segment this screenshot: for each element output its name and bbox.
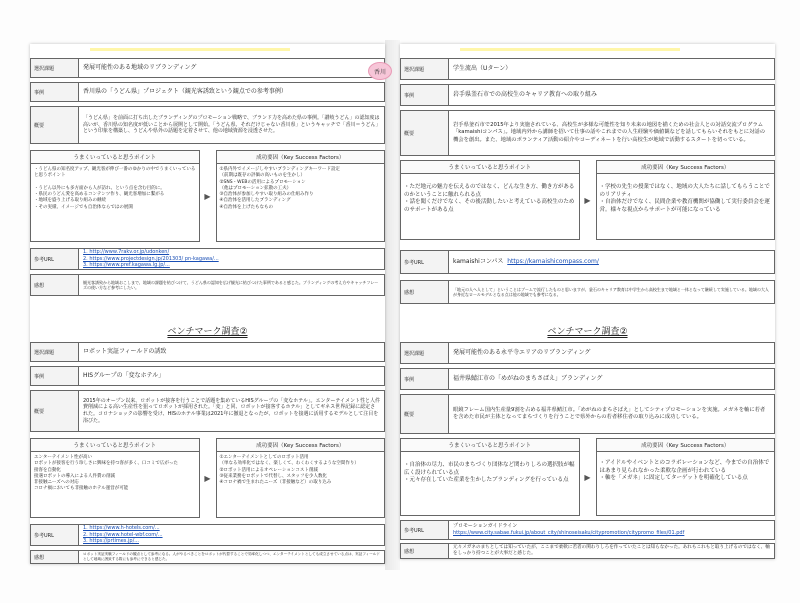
url-row bbox=[400, 250, 775, 274]
summary-value: 眼鏡フレーム国内生産量9割を占める福井県鯖江市。「めがねのまちさばえ」としてシティプロモーションを実施。メガネを軸に若者を含めた市民が主体となってまちづくりを行うことで県外からの若者移住者の取り込みに成功している。 bbox=[453, 406, 766, 420]
points-body: ・うどん県の知名度アップ、観光客が伸び一番のゆかりの中でうまくいっていると思うポイント ・うどん以外にも多方面から人が訪れ、という点を含む目的に。 ・県民のうどん愛を高めるコンテンツ作り、観光客増加に繋がる ・地域を盛り上げる取り組みの継続 ・その実績、イメージでも自治体ならではの展開 bbox=[34, 167, 196, 210]
impression-value: ロボット実証実験フィールドの観点として参考になる。人がやるべきことをロボットが代替することで効率化しつつ、エンターテイメントとしても成立させている点は、実証フィールドとして地域に誘致する際にも参考にできると感じた。 bbox=[83, 552, 380, 561]
points-box bbox=[400, 438, 580, 516]
topic-value: ロボット実証フィールドの誘致 bbox=[83, 347, 167, 355]
highlight-mark bbox=[90, 48, 290, 51]
arrow-icon: ▶ bbox=[584, 195, 591, 205]
section-title: ベンチマーク調査② bbox=[167, 327, 248, 337]
impression-header: 感想 bbox=[401, 544, 449, 558]
topic-row bbox=[400, 58, 775, 80]
url-header: 参考URL bbox=[401, 521, 449, 539]
summary-row bbox=[30, 390, 385, 432]
summary-value: 「うどん県」を前面に打ち出したブランディングのプロモーション戦略で、ブランド力を高めた県の事例。「讃岐うどん」の認知度は高いが、香川県の知名度が低いことから展開として開始。「うどん県、それだけじゃない香川県」というキャッチで「香川＝うどん」という印象を構築し、うどんや県外の話題を定着させて、他の地域資源を浸透させた。 bbox=[83, 114, 380, 135]
url-value bbox=[449, 521, 774, 539]
url-row bbox=[30, 248, 385, 270]
topic-row bbox=[30, 342, 385, 362]
points-factors bbox=[30, 438, 385, 518]
url-label: kamaishiコンパス bbox=[453, 257, 504, 265]
points-factors bbox=[400, 438, 775, 516]
summary-header: 概要 bbox=[31, 107, 79, 143]
topic-row bbox=[30, 58, 385, 78]
url-label: プロモーションガイドライン bbox=[453, 523, 518, 530]
highlight-mark bbox=[460, 48, 680, 51]
factors-body: ①エンターテイメントとしてのロボット活用 （単なる効率化ではなく、楽しくて、わくわくするような空間作り） ②ロボット活用によるオペレーションコスト削減 ③従来業務をロボットで代替し、スタッフを少人数化 ④コロナ禍で生まれたニーズ（非接触など）の取り込み bbox=[219, 455, 359, 486]
topic-value: 学生流出（Uターン） bbox=[453, 64, 512, 72]
summary-header: 概要 bbox=[401, 395, 449, 433]
factors-heading: 成功要因（Key Success Factors） bbox=[597, 439, 775, 452]
impression-header: 感想 bbox=[31, 275, 79, 295]
case-header: 事例 bbox=[401, 369, 449, 389]
impression-row bbox=[400, 543, 775, 559]
factors-heading: 成功要因（Key Success Factors） bbox=[217, 439, 385, 452]
arrow-icon: ▶ bbox=[204, 191, 211, 201]
impression-value: 「地元の人へ人として」ということはブームで流行したものと思いますが、釜石のキャリア教育は中学生から高校生まで地域と一体となって継続して実施している。地域の大人が身近なロールモデルとなる点は他の地域でも参考になる。 bbox=[453, 286, 769, 297]
right-page[interactable] bbox=[400, 44, 775, 559]
factors-body: ・学校の先生の授業ではなく、地域の大人たちに話してもらうことでのリアリティ ・自治体だけでなく、民間企業や教育機関が協働して実行委員会を運営。様々な視点からサポートが可能になっている bbox=[599, 184, 770, 214]
topic-row bbox=[400, 342, 775, 364]
points-box bbox=[400, 160, 580, 240]
left-page[interactable] bbox=[30, 44, 385, 564]
case-row bbox=[30, 82, 385, 102]
factors-box bbox=[596, 160, 776, 240]
url-link[interactable]: https://www.city.sabae.fukui.jp/about_city/shinoseisaku/citypromotion/citypromo_files/01.pdf bbox=[453, 530, 685, 536]
topic-header: 選択課題 bbox=[401, 343, 449, 363]
url-link[interactable]: https://kamaishicompass.com/ bbox=[507, 257, 599, 265]
impression-row bbox=[30, 274, 385, 296]
summary-row bbox=[400, 110, 775, 156]
factors-box bbox=[596, 438, 776, 516]
case-value: 福井県鯖江市の「めがねのまちさばえ」ブランディング bbox=[453, 374, 603, 382]
summary-header: 概要 bbox=[31, 391, 79, 431]
factors-box bbox=[216, 438, 386, 518]
url-link-1[interactable]: 1. http://www.7rakv.or.jp/udonken/ bbox=[83, 248, 170, 255]
case-value: 香川県の「うどん県」プロジェクト（観光客誘致という観点での参考事例） bbox=[83, 87, 287, 95]
url-link-2[interactable]: 2. https://www.projectdesign.jp/201303/ pn-kagawa/... bbox=[83, 255, 219, 262]
case-header: 事例 bbox=[31, 367, 79, 385]
points-factors bbox=[400, 160, 775, 240]
url-list bbox=[79, 525, 384, 545]
case-value: 岩手県釜石市での高校生のキャリア教育への取り組み bbox=[453, 90, 598, 98]
points-heading: うまくいっていると思うポイント bbox=[401, 161, 579, 174]
points-body: ・ただ地元の魅力を伝えるのではなく、どんな生き方、働き方があるのかということに触れられる点 ・話を聞くだけでなく、その後活動したいと考えている高校生のためのサポートがある点 bbox=[404, 184, 575, 214]
summary-row bbox=[30, 106, 385, 144]
url-header: 参考URL bbox=[31, 249, 79, 269]
factors-body: ①県内外でイメージしやすいブランディングキーワード設定 （前期は既存の評価の高いものを生かし） ②SNS・WEBの活用によるプロモーション （他はプロモーション拡散の工夫） ③自治体が参加しやすい取り組みの仕組み作り ④自治体を活用したブランディング ④自治体を上げたもなもの bbox=[219, 167, 340, 210]
summary-header: 概要 bbox=[401, 111, 449, 155]
case-row bbox=[30, 366, 385, 386]
case-header: 事例 bbox=[401, 85, 449, 105]
points-factors bbox=[30, 150, 385, 242]
case-value: HISグループの「変なホテル」 bbox=[83, 371, 165, 379]
factors-body: ・アイドルやイベントとのコラボレーションなど、今までの自治体ではあまり見られなかった柔軟な企画が行われている ・軸を「メガネ」に固定してターゲットを明確化している点 bbox=[599, 460, 770, 482]
url-link-1[interactable]: 1. https://www.h-hotels.com/... bbox=[83, 524, 160, 531]
url-header: 参考URL bbox=[31, 525, 79, 545]
points-heading: うまくいっていると思うポイント bbox=[401, 439, 579, 452]
url-link-2[interactable]: 2. https://www.hotel-wbf.com/... bbox=[83, 531, 163, 538]
url-header: 参考URL bbox=[401, 251, 449, 273]
points-heading: うまくいっていると思うポイント bbox=[31, 151, 199, 164]
impression-header: 感想 bbox=[401, 281, 449, 303]
prefecture-badge[interactable]: 香川 bbox=[368, 62, 392, 80]
url-link-3[interactable]: 3. https://www.pref.kagawa.lg.jp/... bbox=[83, 262, 170, 269]
factors-heading: 成功要因（Key Success Factors） bbox=[597, 161, 775, 174]
url-row bbox=[400, 520, 775, 540]
case-row bbox=[400, 368, 775, 390]
impression-row bbox=[30, 550, 385, 564]
topic-header: 選択課題 bbox=[31, 59, 79, 77]
impression-row bbox=[400, 280, 775, 304]
topic-value: 発展可能性のある地域のリブランディング bbox=[83, 63, 197, 71]
topic-header: 選択課題 bbox=[401, 59, 449, 79]
url-list bbox=[79, 249, 384, 269]
impression-header: 感想 bbox=[31, 551, 79, 563]
url-link-3[interactable]: 3. https://prtimes.jp/... bbox=[83, 538, 140, 545]
factors-heading: 成功要因（Key Success Factors） bbox=[217, 151, 385, 164]
points-heading: うまくいっていると思うポイント bbox=[31, 439, 199, 452]
factors-box bbox=[216, 150, 386, 242]
topic-header: 選択課題 bbox=[31, 343, 79, 361]
arrow-icon: ▶ bbox=[584, 472, 591, 482]
summary-value: 岩手県釜石市で2015年より実施されている、高校生が多様な可能性を知り未来の地図を描くための社会人との対話交流プログラム「kamaishiコンパス」。地域内外から講師を招いて仕事の話やこれまでの人生経験や価値観などを話してもらいそれをもとに対話の機会を創出。また、地域のボランティア活動の紹介やコーディネートを行い高校生が地域で活動するスタートを切っている。 bbox=[453, 122, 765, 143]
summary-value: 2015年のオープン以来、ロボットが接客を行うことで話題を集めているHISグループの「変なホテル」。エンターテイメント性と人件費削減による高い生産性を狙ってロボットが採用された。「変」と同、ロボットが接客するホテル」としてギネス世界記録に認定された。コロナショックの影響を受け、HISのホテル事業は2021年に撤退となったが、ロボットを接遇に活用するモデルとして注目を浴びた。 bbox=[83, 397, 380, 424]
arrow-icon: ▶ bbox=[204, 473, 211, 483]
impression-value: 観光客誘致から地域おこしまで、地域の課題を結びつけて、うどん県の認知を広げ観光に結びつけた事例であると感じた。ブランディングの考え方やキャッチフレーズの使い方など参考にしたい。 bbox=[83, 279, 379, 290]
summary-row bbox=[400, 394, 775, 434]
url-value bbox=[449, 251, 774, 273]
points-box bbox=[30, 438, 200, 518]
impression-value: 元々メガネのまちとしては知っていたが、ここまで柔軟に若者の関わりしろを作っていたことは知らなかった。あれもこれもと取り上げるのではなく、軸をしっかり持つことが大事だと感じた。 bbox=[453, 544, 770, 556]
topic-value: 発展可能性のある永平寺エリアのリブランディング bbox=[453, 348, 591, 356]
page-gutter bbox=[385, 40, 400, 570]
case-header: 事例 bbox=[31, 83, 79, 101]
points-box bbox=[30, 150, 200, 242]
points-body: エンターテイメント性が高い ロボットが接客を行う珍しさに興味を持つ客が多く、口コミで広がった 接客を自動化 接遇ロボットの導入による人件費の削減 非接触ニーズへの対応 コロナ禍においても非接触のホテル運営が可能 bbox=[34, 455, 178, 492]
section-title: ベンチマーク調査② bbox=[547, 327, 628, 337]
url-row bbox=[30, 524, 385, 546]
case-row bbox=[400, 84, 775, 106]
points-body: ・自治体の尽力、市民のまちづくり団体など関わりしろの選択肢が幅広く設けられている点 ・元々存在していた産業を生かしたブランディングを行っている点 bbox=[404, 462, 575, 484]
